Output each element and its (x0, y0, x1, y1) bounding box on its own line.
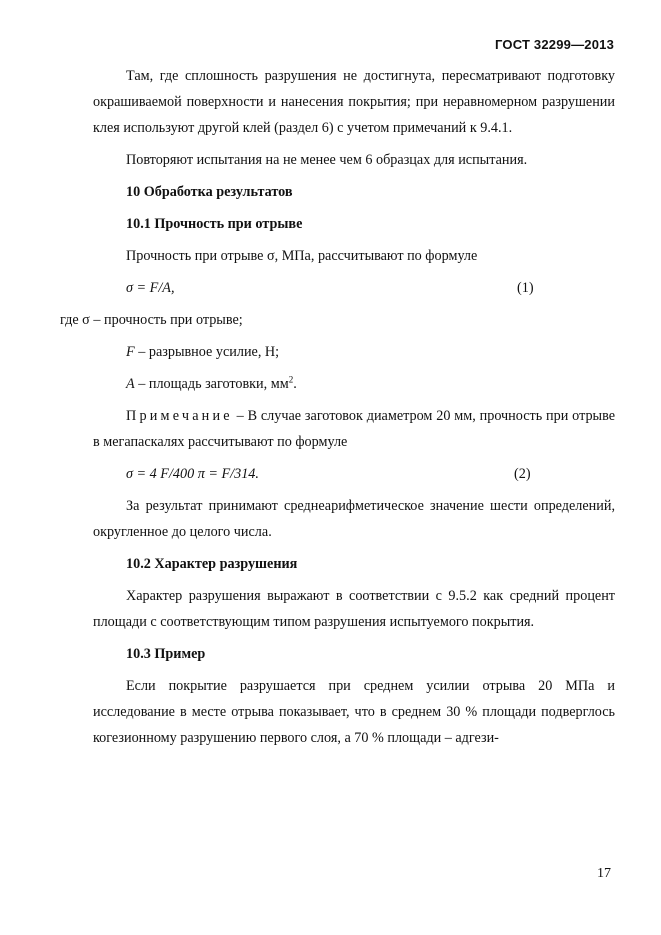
section-heading-10-3: 10.3 Пример (126, 646, 206, 662)
area-unit-superscript: 2 (288, 374, 294, 385)
paragraph-note (93, 403, 615, 455)
equation-1-number: (1) (517, 280, 534, 296)
area-def-end: . (293, 376, 297, 392)
paragraph-failure-nature: Характер разрушения выражают в соответствии с 9.5.2 как средний процент площади с соответствующим типом разрушения испытуемого покрытия. (93, 588, 615, 630)
equation-2-formula: σ = 4 F/400 π = F/314. (126, 466, 259, 482)
page-number: 17 (597, 866, 611, 881)
page-body (60, 63, 615, 751)
force-def-text: – разрывное усилие, Н; (134, 344, 280, 360)
paragraph-result: За результат принимают среднеарифметическое значение шести определений, округленное до целого числа. (93, 498, 615, 540)
document-id-header: ГОСТ 32299—2013 (495, 37, 614, 52)
paragraph-force-def (93, 339, 615, 365)
equation-1-formula: σ = F/A, (126, 280, 175, 296)
note-text: – В случае заготовок диаметром 20 мм, прочность при отрыве в мегапаскалях рассчитывают по формуле (93, 408, 615, 450)
paragraph-revision: Там, где сплошность разрушения не достигнута, пересматривают подготовку окрашиваемой поверхности и нанесения покрытия; при неравномерном разрушении клея используют другой клей (раздел 6) с учетом примечаний к 9.4.1. (93, 68, 615, 136)
equation-2 (93, 461, 615, 487)
equation-1 (93, 275, 615, 301)
symbol-f: F (126, 344, 135, 360)
paragraph-example: Если покрытие разрушается при среднем усилии отрыва 20 МПа и исследование в месте отрыва показывает, что в среднем 30 % площади подверглось когезионному разрушению первого слоя, а 70 % площади – адгези- (93, 678, 615, 746)
paragraph-repeat-tests: Повторяют испытания на не менее чем 6 образцах для испытания. (126, 152, 528, 168)
section-heading-10-2: 10.2 Характер разрушения (126, 556, 298, 572)
symbol-a: A (126, 376, 135, 392)
section-heading-10: 10 Обработка результатов (126, 184, 293, 200)
paragraph-where-sigma: где σ – прочность при отрыве; (60, 312, 243, 328)
paragraph-formula-intro: Прочность при отрыве σ, МПа, рассчитывают по формуле (126, 248, 478, 264)
section-heading-10-1: 10.1 Прочность при отрыве (126, 216, 303, 232)
area-def-text: – площадь заготовки, мм (134, 376, 289, 392)
note-label: Примечание (126, 408, 233, 424)
equation-2-number: (2) (514, 466, 531, 482)
paragraph-area-def (93, 371, 615, 397)
